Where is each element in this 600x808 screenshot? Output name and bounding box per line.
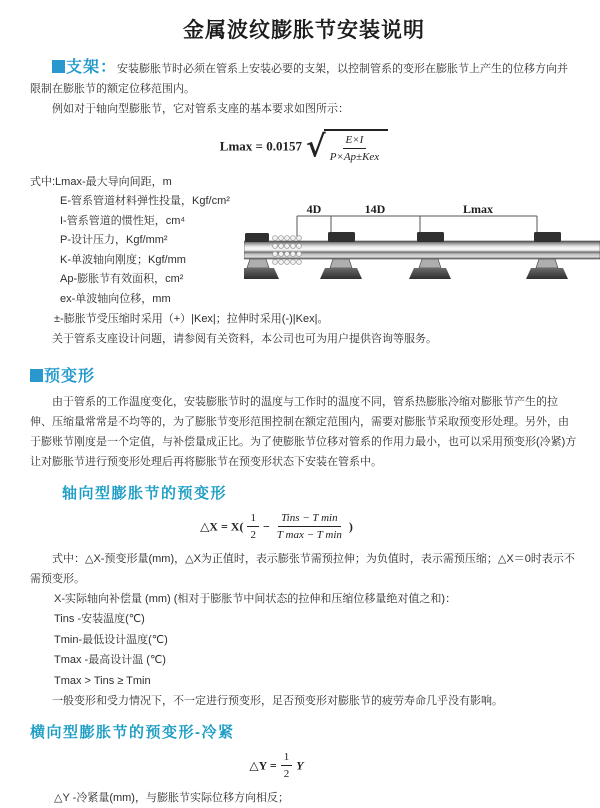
lateral-formula (30, 750, 578, 782)
tmin-line: Tmin-最低设计温度(℃) (54, 633, 168, 646)
lmax-formula (30, 129, 578, 165)
temp-frac-num: Tins − T min (278, 511, 340, 527)
support-intro-text: 安装膨胀节时必须在管系上安装必要的支架，以控制管系的变形在膨胀节上产生的位移方向并限制在膨胀节的额定位移范围内。 (30, 63, 569, 95)
temp-frac-den: T max − T min (276, 529, 342, 542)
predeform-heading-label: 预变形 (44, 368, 96, 386)
dim-label-14d: 14D (364, 202, 386, 216)
t-inequality-line: Tmax > Tins ≥ Tmin (54, 674, 151, 687)
half-fraction (247, 511, 259, 543)
half-num: 1 (247, 511, 259, 527)
dim-label-4d: 4D (306, 202, 322, 216)
axial-formula-prefix: △X = X( (200, 519, 244, 534)
definition-line: I-管系管道的惯性矩，cm⁴ (60, 214, 186, 227)
section-square-icon (52, 60, 65, 73)
predeform-section-heading (30, 363, 578, 386)
lateral-formula-prefix: △Y = (249, 758, 277, 773)
predeform-paragraph: 由于管系的工作温度变化，安装膨胀节时的温度与工作时的温度不同，管系热膨胀冷缩对膨胀节产生的拉伸、压缩量常常是不均等的，为了膨胀节变形范围控制在额定范围内，需要对膨胀节采取预变形处理。另外，由于膨账节刚度是一个定值，与补偿量成正比。为了使膨胀节位移对管系的作用力最小，也可以采用预变形(冷紧)方让对膨胀节进行预变形处理后再将膨胀节在预变形状态下安装在管系中。 (30, 396, 577, 469)
axial-note: 一般变形和受力情况下，不一定进行预变形，足否预变形对膨胀节的疲劳寿命几乎没有影响。 (52, 695, 503, 708)
plus-minus-note: ±-膨胀节受压缩时采用（+）|Kex|；拉伸时采用(-)|Kex|。 (54, 313, 329, 326)
axial-subheading: 轴向型膨胀节的预变形 (62, 485, 228, 503)
page-title: 金属波纹膨胀节安装说明 (183, 19, 425, 42)
lateral-formula-suffix: Y (296, 758, 304, 773)
definition-line: E-管系管道材料弹性投量，Kgf/cm² (60, 195, 230, 208)
support-spacing-diagram (244, 203, 600, 295)
tins-line: Tins -安装温度(℃) (54, 613, 145, 626)
dim-label-lmax: Lmax (463, 202, 493, 216)
section-square-icon (30, 369, 43, 382)
definitions-and-diagram (30, 173, 578, 310)
pipe (244, 241, 600, 259)
half-den: 2 (250, 529, 256, 542)
half-den: 2 (283, 768, 290, 781)
lateral-note: △Y -冷紧量(mm)，与膨胀节实际位移方向相反； (54, 791, 289, 804)
support-example-line: 例如对于轴向型膨胀节，它对管系支座的基本要求如图所示： (52, 103, 349, 115)
definition-line: 式中:Lmax-最大导向间距，m (30, 175, 172, 188)
temperature-fraction (274, 511, 345, 543)
definition-line: P-设计压力，Kgf/mm² (60, 234, 168, 247)
support-section-heading (52, 59, 117, 76)
tmax-line: Tmax -最高设计温 (℃) (54, 654, 166, 667)
definition-line: K-单波轴向刚度；Kgf/mm (60, 253, 186, 266)
definition-line: ex-单波轴向位移，mm (60, 292, 171, 305)
lmax-fraction (327, 133, 383, 165)
half-fraction (281, 750, 293, 782)
axial-formula-suffix: ) (348, 519, 353, 534)
lmax-fraction-numerator: E×I (343, 133, 367, 149)
radical-body (324, 129, 389, 165)
minus-sign: − (262, 519, 270, 534)
half-num: 1 (281, 750, 293, 766)
lmax-formula-prefix: Lmax = 0.0157 (219, 138, 302, 154)
definition-line: Ap-膨胀节有效面积，cm² (60, 273, 184, 286)
support-intro-paragraph (30, 58, 578, 99)
radical-sign: √ (305, 129, 324, 165)
x-definition-line: X-实际轴向补偿量 (mm) (相对于膨胀节中间状态的拉伸和压缩位移量绝对值之和)： (54, 592, 457, 605)
axial-explain: 式中：△X-预变形量(mm)，△X为正值时，表示膨张节需预拉伸；为负值时，表示需预压缩；△X＝0时表示不需预变形。 (30, 552, 575, 585)
axial-formula (30, 511, 578, 543)
support-heading-label: 支架： (66, 59, 118, 76)
lateral-subheading: 横向型膨胀节的预变形-冷紧 (30, 724, 235, 742)
consult-note: 关于管系支座设计问题，请参阅有关资料，本公司也可为用户提供咨询等服务。 (52, 333, 437, 346)
lmax-fraction-denominator: P×Ap±Kex (329, 151, 380, 164)
